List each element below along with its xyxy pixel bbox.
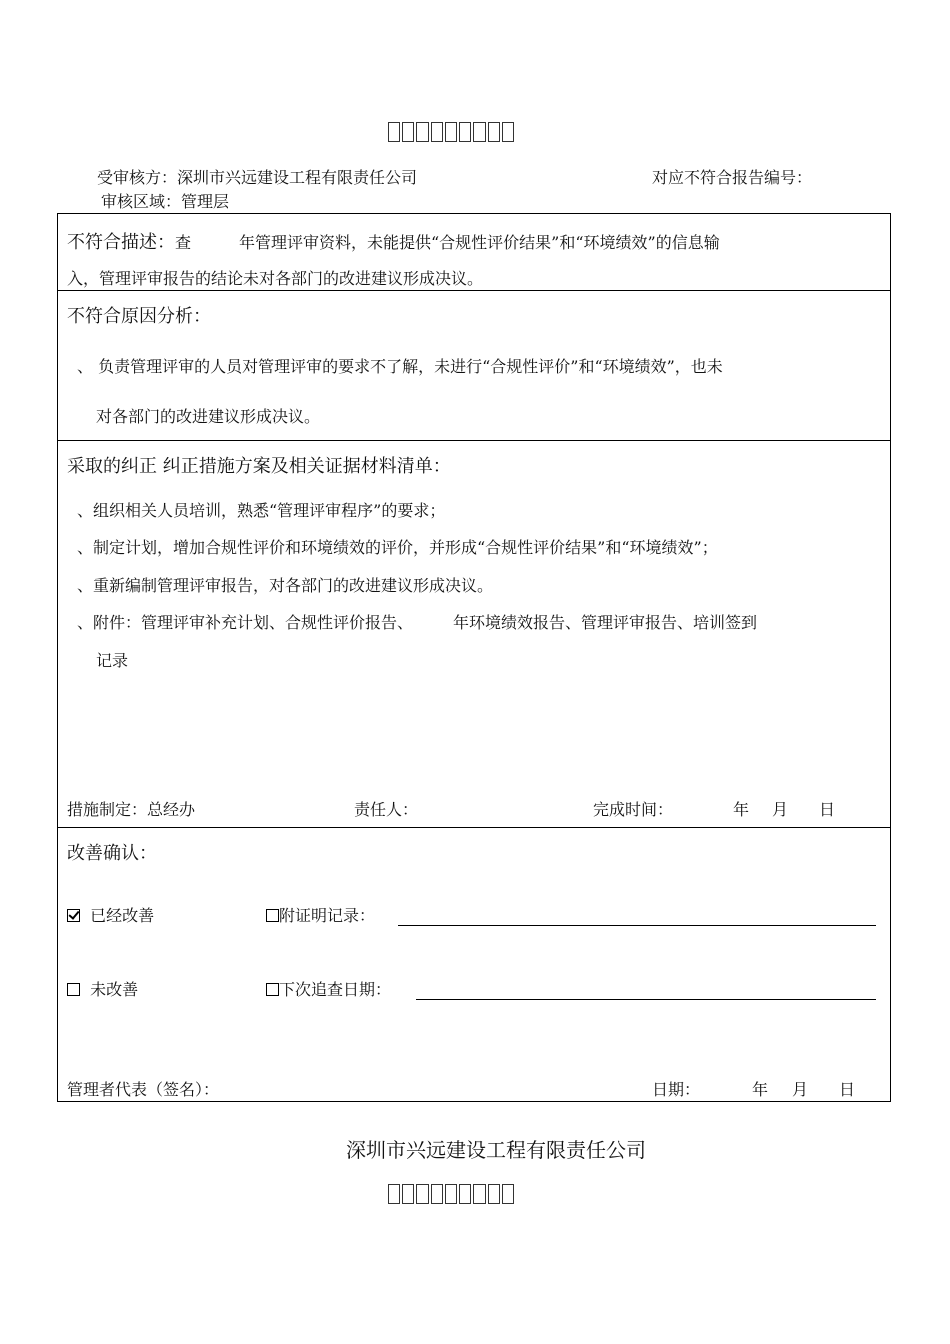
footer-company: 深圳市兴远建设工程有限责任公司 (346, 1138, 646, 1162)
evidence-option[interactable] (266, 903, 375, 926)
corrective-item: 、组织相关人员培训，熟悉“管理评审程序”的要求； (77, 501, 446, 520)
auditee-value: 深圳市兴远建设工程有限责任公司 (177, 168, 418, 187)
evidence-checkbox[interactable] (266, 909, 279, 922)
next-check-checkbox[interactable] (266, 983, 279, 996)
nonconformity-label: 不符合描述： (67, 232, 175, 253)
next-check-label: 下次追查日期： (279, 980, 392, 999)
confirmation-label: 改善确认： (67, 843, 157, 864)
not-improved-option[interactable] (67, 977, 138, 1000)
not-improved-label: 未改善 (90, 980, 139, 999)
improved-checkbox[interactable] (67, 909, 80, 922)
footer-title-glyphs (388, 1182, 514, 1204)
completion-day: 日 (819, 800, 836, 819)
nonconformity-description (67, 228, 720, 254)
auditee-line (97, 165, 417, 188)
corrective-item: 、重新编制管理评审报告，对各部门的改进建议形成决议。 (77, 576, 494, 595)
measures-made-by: 措施制定：总经办 (67, 800, 196, 819)
divider (57, 290, 891, 291)
nonconformity-line2: 入，管理评审报告的结论未对各部门的改进建议形成决议。 (67, 269, 484, 288)
date-month: 月 (792, 1080, 809, 1099)
management-rep-signature-label: 管理者代表（签名）： (67, 1080, 220, 1099)
not-improved-checkbox[interactable] (67, 983, 80, 996)
cause-line2: 对各部门的改进建议形成决议。 (96, 407, 321, 426)
page-title-glyphs (388, 120, 514, 142)
completion-month: 月 (772, 800, 789, 819)
audit-area-line (101, 189, 229, 212)
divider (57, 827, 891, 828)
completion-time-label: 完成时间： (593, 800, 674, 819)
next-check-underline[interactable] (416, 999, 876, 1000)
improved-label: 已经改善 (90, 906, 155, 925)
divider (57, 440, 891, 441)
auditee-label: 受审核方： (97, 168, 178, 187)
corrective-item: 、附件：管理评审补充计划、合规性评价报告、 年环境绩效报告、管理评审报告、培训签到 (77, 613, 758, 632)
cause-label: 不符合原因分析： (67, 306, 211, 327)
corrective-label: 采取的纠正 纠正措施方案及相关证据材料清单： (67, 456, 451, 477)
nonconformity-line1: 查 年管理评审资料，未能提供“合规性评价结果”和“环境绩效”的信息输 (175, 233, 720, 252)
date-year: 年 (752, 1080, 769, 1099)
corrective-item-continuation: 记录 (96, 651, 129, 670)
responsible-person-label: 责任人： (354, 800, 419, 819)
area-label: 审核区域： (101, 192, 182, 211)
evidence-underline[interactable] (398, 925, 876, 926)
date-day: 日 (839, 1080, 856, 1099)
corrective-item: 、制定计划，增加合规性评价和环境绩效的评价，并形成“合规性评价结果”和“环境绩效”； (77, 538, 718, 557)
completion-year: 年 (733, 800, 750, 819)
cause-line1: 、 负责管理评审的人员对管理评审的要求不了解，未进行“合规性评价”和“环境绩效”，也未 (77, 357, 723, 376)
improved-option[interactable] (67, 903, 154, 926)
report-number-label: 对应不符合报告编号： (652, 168, 813, 187)
next-check-option[interactable] (266, 977, 391, 1000)
date-label: 日期： (652, 1080, 701, 1099)
evidence-label: 附证明记录： (279, 906, 376, 925)
form-table (57, 213, 891, 1102)
area-value: 管理层 (181, 192, 230, 211)
